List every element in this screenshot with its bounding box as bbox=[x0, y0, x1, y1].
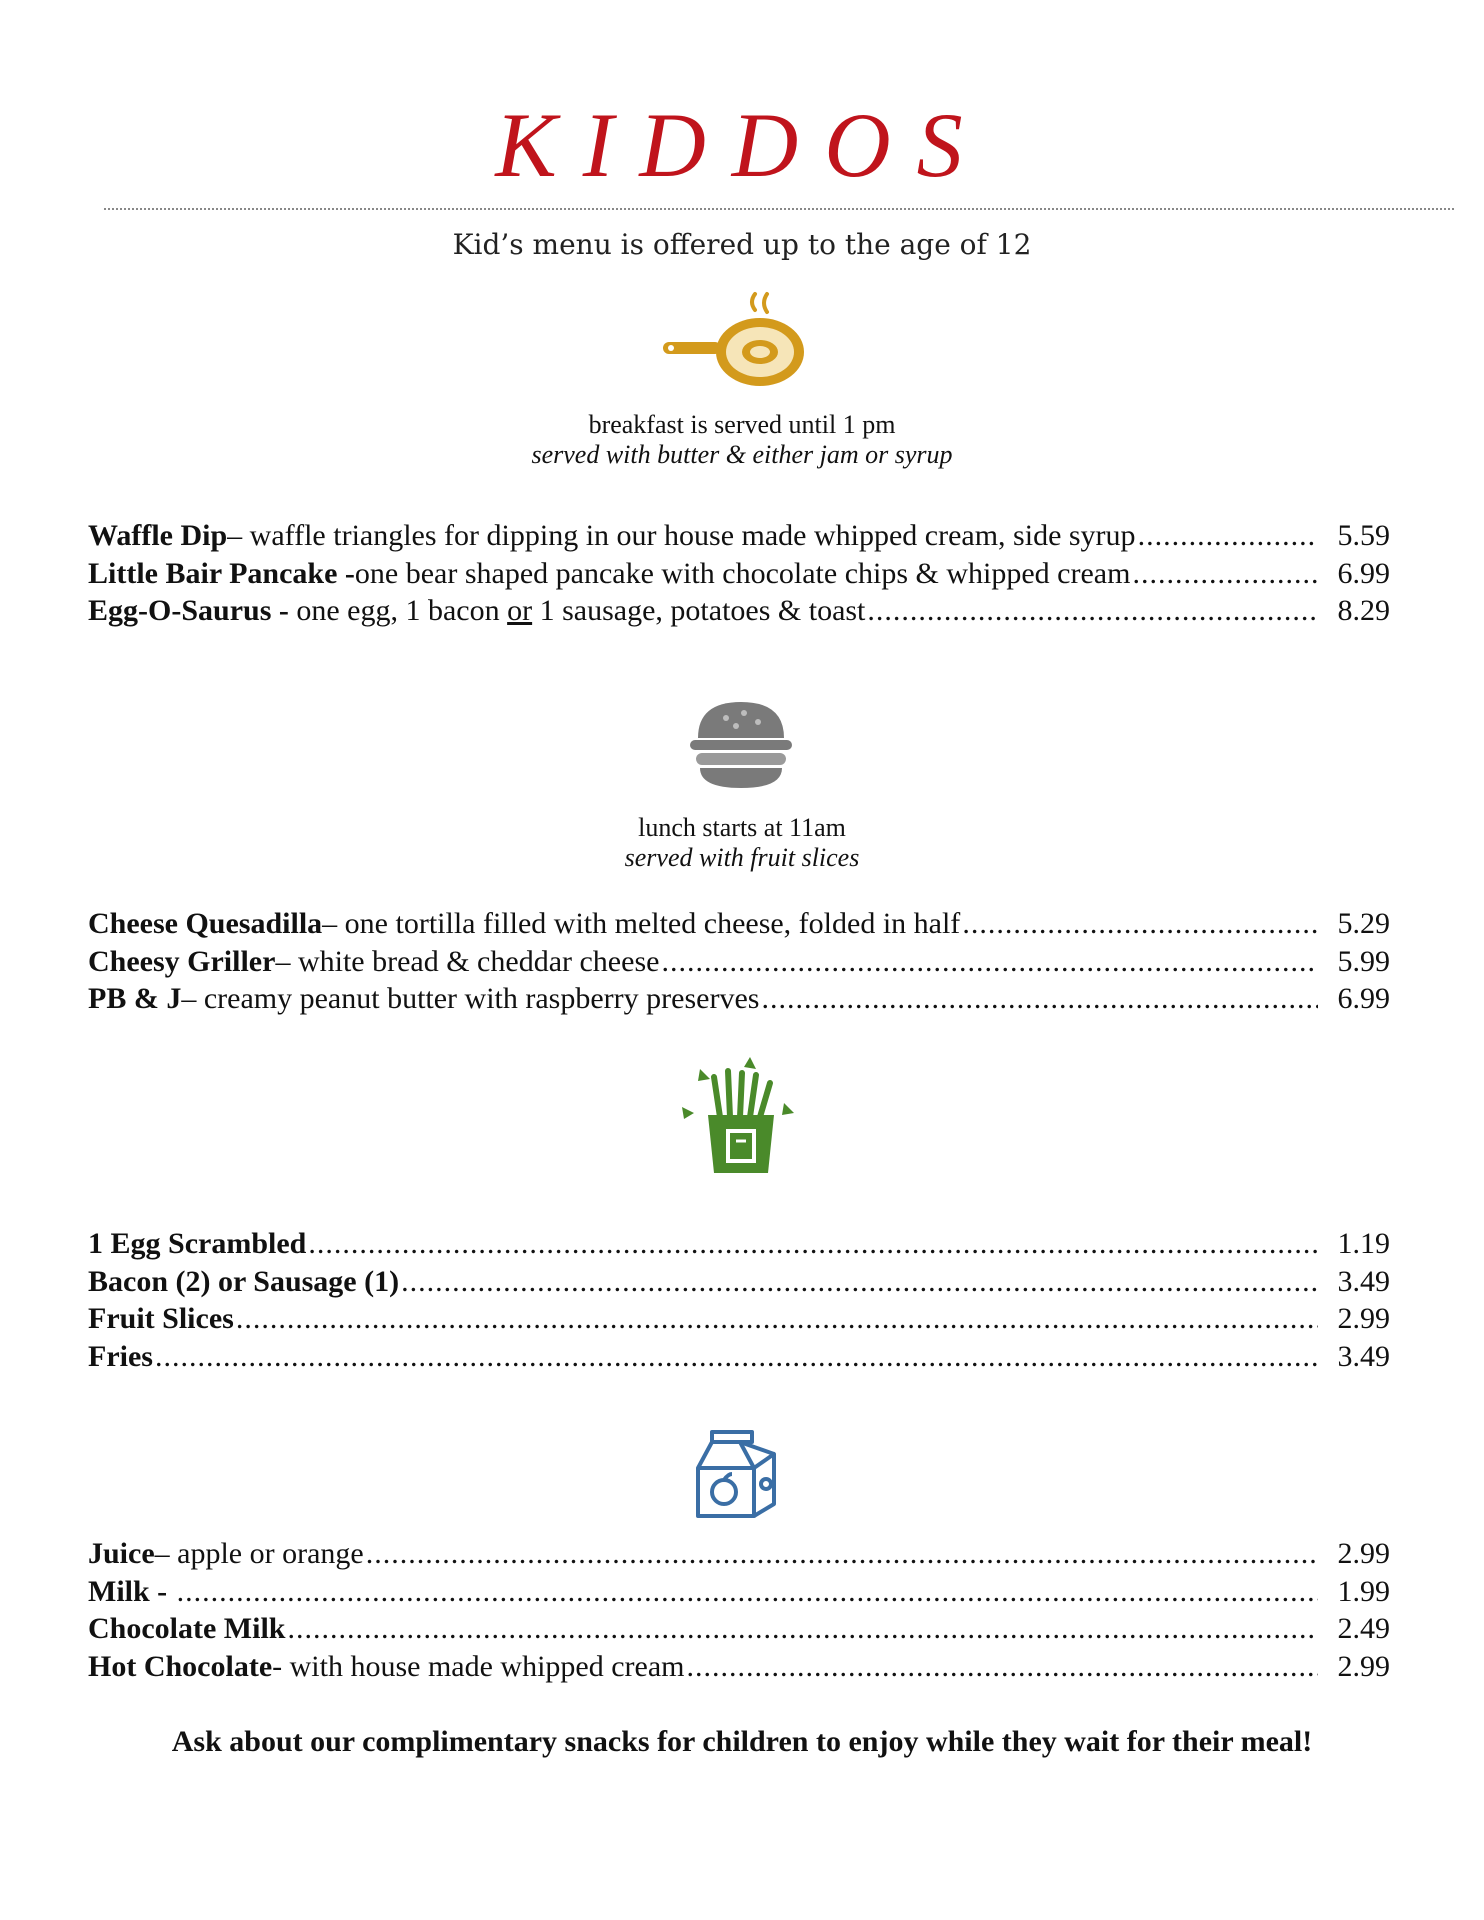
lunch-list bbox=[88, 905, 1390, 1018]
menu-item bbox=[88, 905, 1390, 943]
lunch-note bbox=[0, 813, 1484, 873]
frying-pan-egg-icon bbox=[655, 290, 815, 395]
menu-item bbox=[88, 1225, 1390, 1263]
item-name: Cheesy Griller bbox=[88, 944, 276, 978]
item-price: 5.29 bbox=[1337, 907, 1390, 940]
dotted-divider bbox=[104, 208, 1454, 210]
footer-note: Ask about our complimentary snacks for children to enjoy while they wait for their meal! bbox=[171, 1725, 1313, 1758]
leader-dots bbox=[155, 1338, 1318, 1376]
menu-item bbox=[88, 1535, 1390, 1573]
leader-dots bbox=[177, 1573, 1318, 1611]
item-price: 3.49 bbox=[1337, 1264, 1390, 1298]
item-desc: - with house made whipped cream bbox=[272, 1649, 685, 1683]
menu-item bbox=[88, 1648, 1390, 1686]
leader-dots bbox=[867, 592, 1318, 630]
item-name: Fries bbox=[88, 1339, 153, 1373]
sides-list bbox=[88, 1225, 1390, 1375]
breakfast-note bbox=[0, 410, 1484, 470]
item-desc: – apple or orange bbox=[154, 1537, 364, 1570]
leader-dots bbox=[687, 1648, 1318, 1686]
item-price: 2.99 bbox=[1337, 1302, 1390, 1335]
item-price: 2.99 bbox=[1337, 1537, 1390, 1570]
item-price: 2.49 bbox=[1337, 1612, 1390, 1645]
item-name: Chocolate Milk bbox=[88, 1612, 286, 1645]
leader-dots bbox=[308, 1225, 1318, 1263]
menu-item bbox=[88, 555, 1390, 593]
item-desc bbox=[167, 1573, 175, 1611]
item-price: 6.99 bbox=[1337, 556, 1390, 590]
item-name: Fruit Slices bbox=[88, 1302, 234, 1335]
item-price: 5.99 bbox=[1337, 944, 1390, 978]
item-name: Hot Chocolate bbox=[88, 1649, 273, 1683]
menu-item bbox=[88, 592, 1390, 630]
menu-item bbox=[88, 517, 1390, 555]
item-name: Cheese Quesadilla bbox=[88, 907, 323, 940]
leader-dots bbox=[1132, 555, 1318, 593]
leader-dots bbox=[287, 1610, 1318, 1648]
item-price: 8.29 bbox=[1337, 594, 1390, 627]
drinks-list bbox=[88, 1535, 1390, 1685]
item-desc: – white bread & cheddar cheese bbox=[275, 944, 660, 978]
leader-dots bbox=[761, 980, 1318, 1018]
breakfast-hours: breakfast is served until 1 pm bbox=[588, 410, 896, 439]
item-price: 3.49 bbox=[1337, 1339, 1390, 1373]
breakfast-served-with: served with butter & either jam or syrup bbox=[531, 440, 953, 469]
menu-item bbox=[88, 1263, 1390, 1301]
leader-dots bbox=[401, 1263, 1318, 1301]
item-desc: – creamy peanut butter with raspberry preserves bbox=[181, 982, 760, 1015]
item-name: Waffle Dip bbox=[88, 519, 228, 552]
menu-item bbox=[88, 1300, 1390, 1338]
menu-item bbox=[88, 980, 1390, 1018]
breakfast-list bbox=[88, 517, 1390, 630]
item-price: 6.99 bbox=[1337, 982, 1390, 1015]
leader-dots bbox=[366, 1535, 1318, 1573]
item-price: 2.99 bbox=[1337, 1649, 1390, 1683]
leader-dots bbox=[236, 1300, 1318, 1338]
menu-item bbox=[88, 1610, 1390, 1648]
leader-dots bbox=[1138, 517, 1318, 555]
leader-dots bbox=[962, 905, 1318, 943]
item-desc: one bear shaped pancake with chocolate chips & whipped cream bbox=[354, 556, 1131, 590]
menu-item bbox=[88, 1573, 1390, 1611]
item-name: Bacon (2) or Sausage (1) bbox=[88, 1264, 400, 1298]
item-name: Egg-O-Saurus - bbox=[88, 594, 289, 627]
milk-carton-icon bbox=[690, 1420, 790, 1525]
item-desc: – one tortilla filled with melted cheese, folded in half bbox=[322, 907, 961, 940]
menu-title: KIDDOS bbox=[495, 94, 989, 196]
menu-item bbox=[88, 1338, 1390, 1376]
item-price: 1.19 bbox=[1337, 1227, 1390, 1260]
item-price: 5.59 bbox=[1337, 519, 1390, 552]
lunch-served-with: served with fruit slices bbox=[624, 843, 860, 872]
item-name: Juice bbox=[88, 1537, 155, 1570]
item-price: 1.99 bbox=[1337, 1574, 1390, 1608]
menu-item bbox=[88, 943, 1390, 981]
burger-icon bbox=[686, 698, 796, 793]
item-name: Milk - bbox=[88, 1574, 168, 1608]
leader-dots bbox=[661, 943, 1318, 981]
lunch-hours: lunch starts at 11am bbox=[638, 813, 846, 842]
item-name: PB & J bbox=[88, 982, 182, 1015]
item-name: 1 Egg Scrambled bbox=[88, 1227, 307, 1260]
item-desc: – waffle triangles for dipping in our house made whipped cream, side syrup bbox=[227, 519, 1136, 552]
item-desc: one egg, 1 bacon or 1 sausage, potatoes & toast bbox=[288, 594, 866, 627]
age-note: Kid’s menu is offered up to the age of 12 bbox=[452, 228, 1032, 261]
item-name: Little Bair Pancake - bbox=[88, 556, 355, 590]
fries-icon bbox=[680, 1055, 805, 1180]
